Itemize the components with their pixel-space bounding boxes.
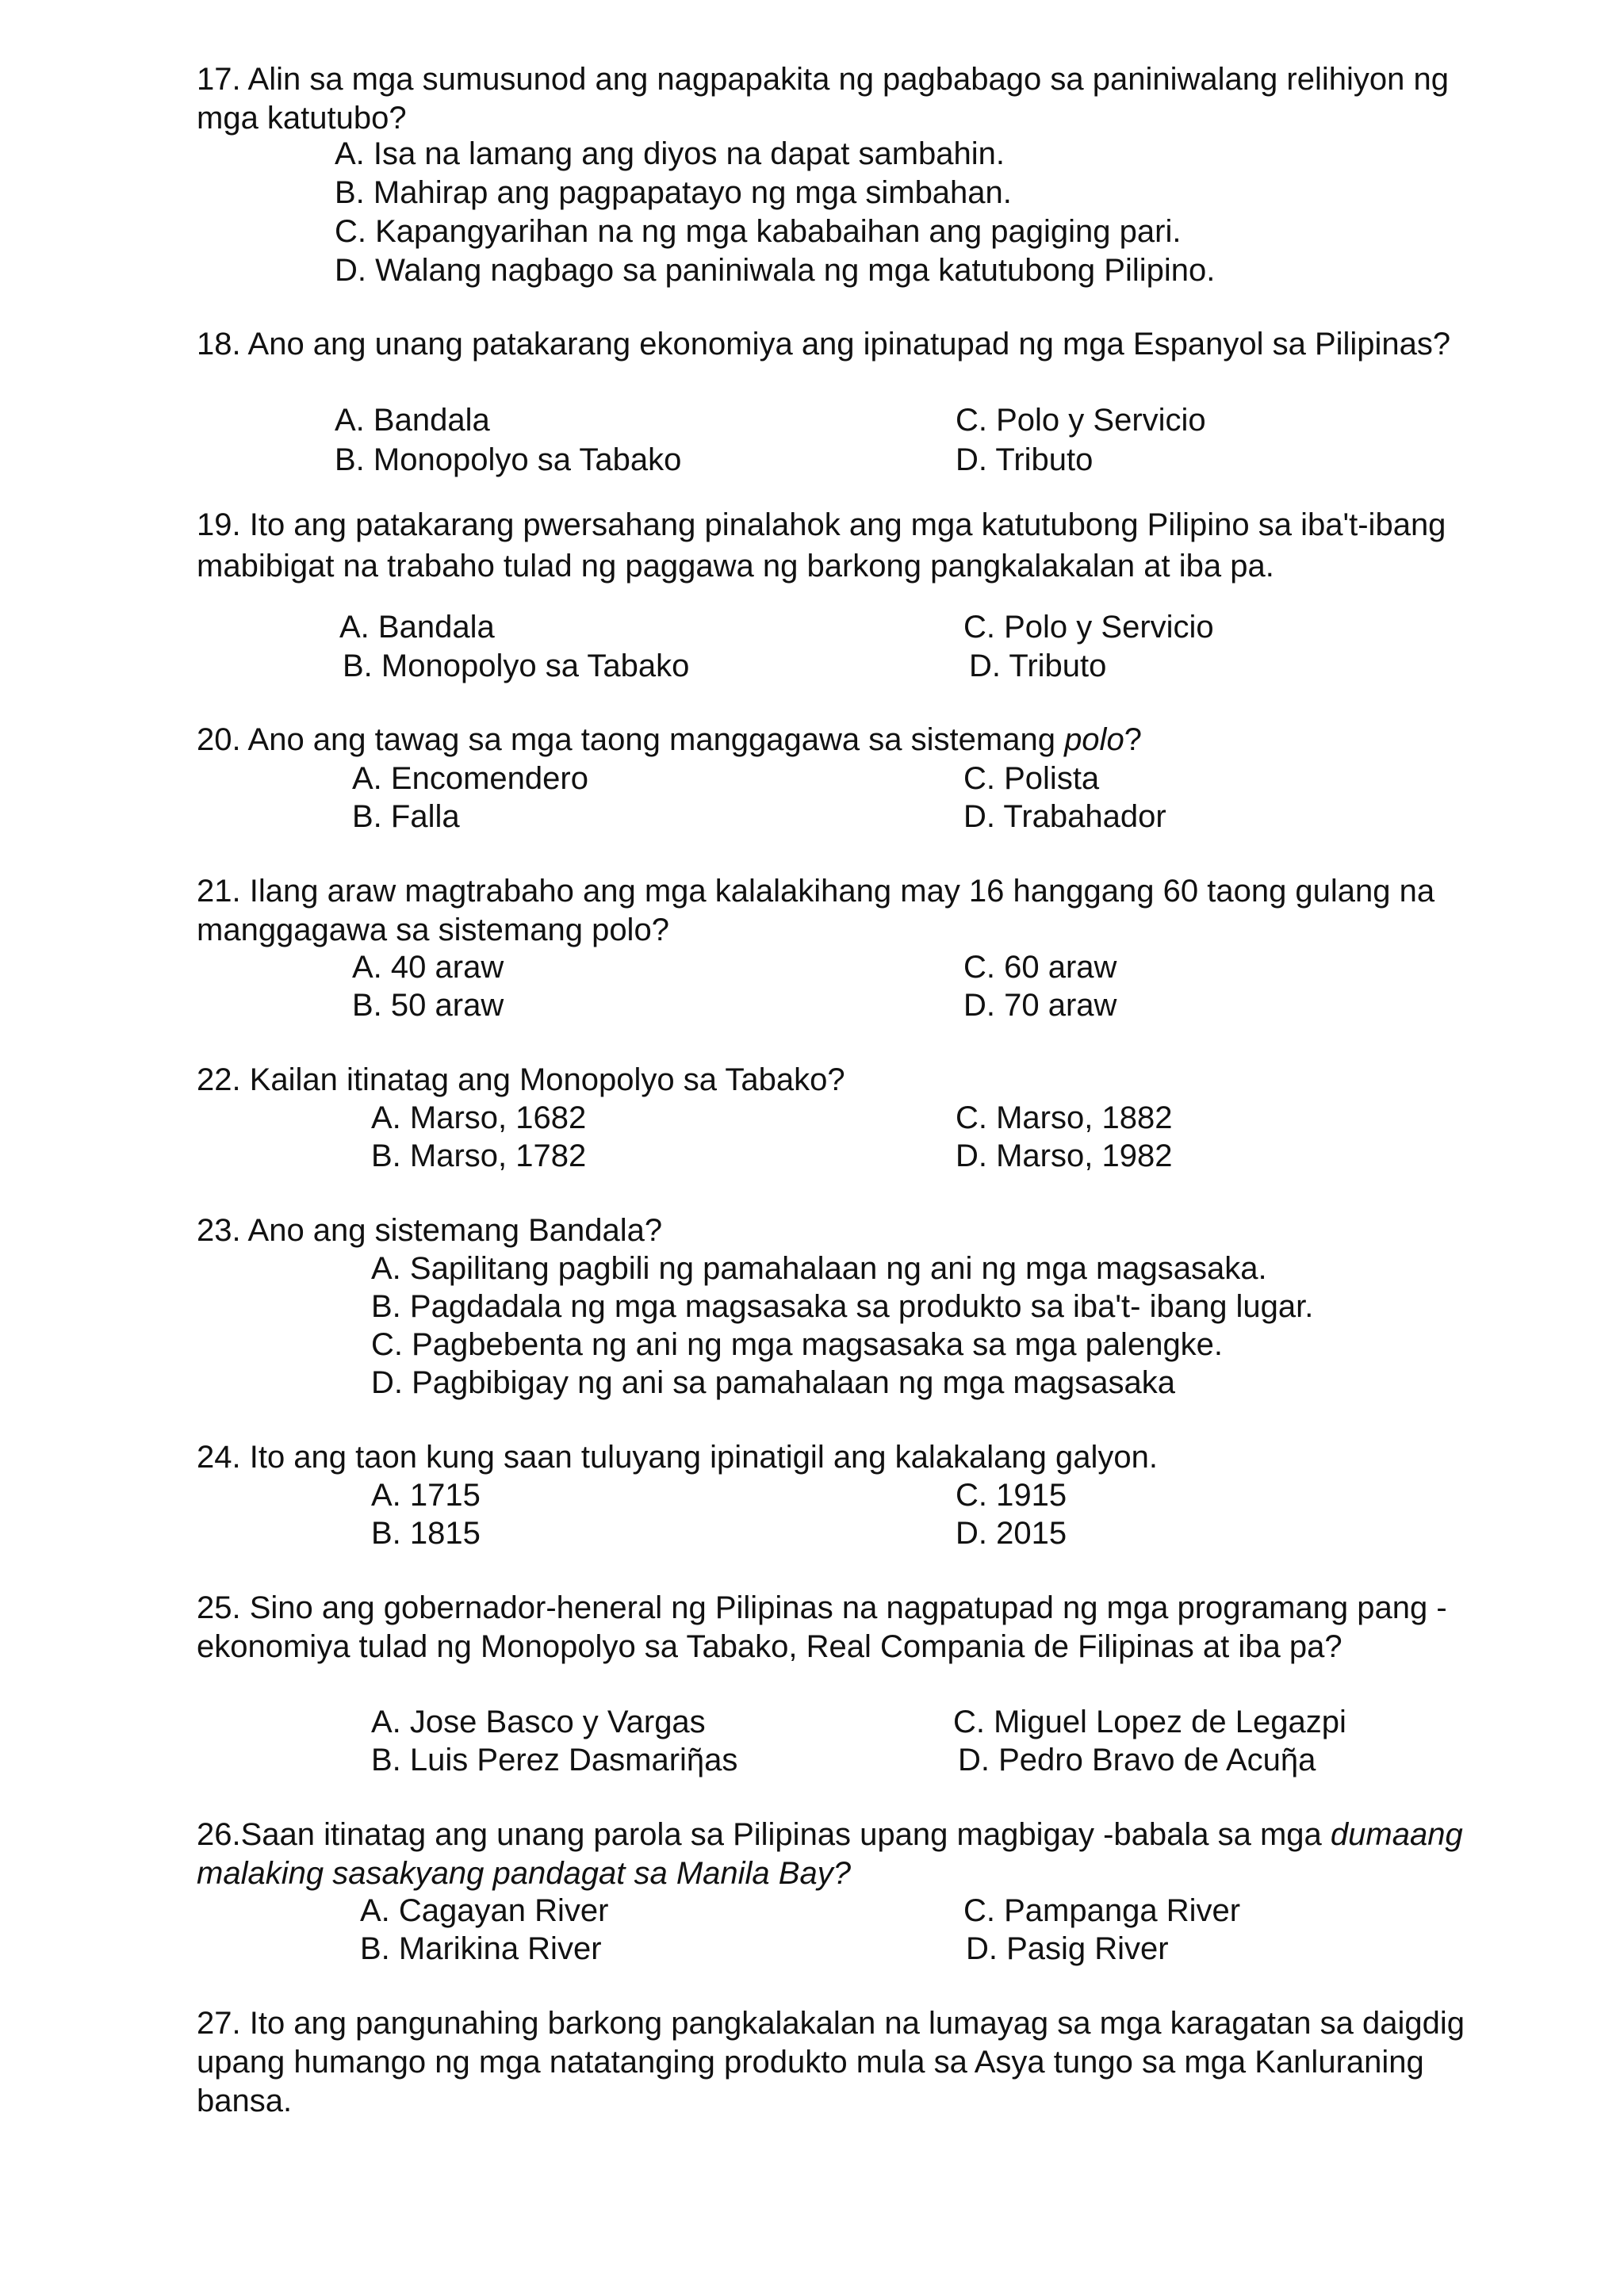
question-20-stem	[197, 721, 1481, 760]
question-20-stem-text: 20. Ano ang tawag sa mga taong manggagawa sa sistemang	[197, 722, 1065, 757]
question-19-option-a: A. Bandala	[339, 610, 495, 645]
question-24-option-b: B. 1815	[371, 1516, 481, 1551]
question-26-option-d: D. Pasig River	[966, 1931, 1169, 1966]
question-19-option-b: B. Monopolyo sa Tabako	[343, 649, 690, 683]
question-17-option-c: C. Kapangyarihan na ng mga kababaihan ang pagiging pari.	[335, 214, 1182, 249]
question-19-stem: 19. Ito ang patakarang pwersahang pinalahok ang mga katutubong Pilipino sa iba't-ibang mabibigat na trabaho tulad ng paggawa ng barkong pangkalakalan at iba pa.	[197, 507, 1446, 584]
question-20-option-a: A. Encomendero	[352, 761, 588, 796]
question-17-option-d: D. Walang nagbago sa paniniwala ng mga katutubong Pilipino.	[335, 253, 1216, 288]
question-26-stem	[197, 1816, 1481, 1893]
question-18-option-b: B. Monopolyo sa Tabako	[335, 442, 682, 477]
question-26-stem-text: 26.Saan itinatag ang unang parola sa Pilipinas upang magbigay -babala sa mga	[197, 1817, 1331, 1852]
question-17-option-b: B. Mahirap ang pagpapatayo ng mga simbahan.	[335, 175, 1012, 210]
question-24-option-d: D. 2015	[956, 1516, 1067, 1551]
question-18-option-d: D. Tributo	[956, 442, 1094, 477]
question-23-option-d: D. Pagbibigay ng ani sa pamahalaan ng mga magsasaka	[371, 1365, 1175, 1400]
question-22-option-a: A. Marso, 1682	[371, 1100, 587, 1135]
question-21-option-c: C. 60 araw	[963, 950, 1117, 985]
question-20-option-b: B. Falla	[352, 799, 460, 834]
question-22-option-c: C. Marso, 1882	[956, 1100, 1173, 1135]
question-22-option-d: D. Marso, 1982	[956, 1138, 1173, 1173]
question-23-option-a: A. Sapilitang pagbili ng pamahalaan ng ani ng mga magsasaka.	[371, 1251, 1267, 1286]
question-21-option-a: A. 40 araw	[352, 950, 504, 985]
question-24-option-c: C. 1915	[956, 1478, 1067, 1513]
question-17-option-a: A. Isa na lamang ang diyos na dapat sambahin.	[335, 136, 1005, 171]
question-24-option-a: A. 1715	[371, 1478, 481, 1513]
question-20-option-c: C. Polista	[963, 761, 1100, 796]
question-19-option-d: D. Tributo	[969, 649, 1107, 683]
question-23-option-b: B. Pagdadala ng mga magsasaka sa produkto sa iba't- ibang lugar.	[371, 1289, 1314, 1324]
question-26-option-c: C. Pampanga River	[963, 1893, 1241, 1928]
question-18-stem: 18. Ano ang unang patakarang ekonomiya ang ipinatupad ng mga Espanyol sa Pilipinas?	[197, 327, 1451, 362]
question-18-option-a: A. Bandala	[335, 403, 490, 438]
question-24-stem: 24. Ito ang taon kung saan tuluyang ipinatigil ang kalakalang galyon.	[197, 1440, 1159, 1475]
question-21-option-b: B. 50 araw	[352, 988, 504, 1023]
question-27-stem: 27. Ito ang pangunahing barkong pangkalakalan na lumayag sa mga karagatan sa daigdig upang humango ng mga natatanging produkto mula sa Asya tungo sa mga Kanluraning bansa.	[197, 2006, 1465, 2118]
question-23-stem: 23. Ano ang sistemang Bandala?	[197, 1213, 663, 1248]
question-26-option-a: A. Cagayan River	[360, 1893, 609, 1928]
question-20-option-d: D. Trabahador	[963, 799, 1166, 834]
question-21-stem: 21. Ilang araw magtrabaho ang mga kalalakihang may 16 hanggang 60 taong gulang na manggagawa sa sistemang polo?	[197, 874, 1435, 947]
question-25-option-c: C. Miguel Lopez de Legazpi	[953, 1705, 1346, 1739]
question-23-option-c: C. Pagbebenta ng ani ng mga magsasaka sa mga palengke.	[371, 1327, 1224, 1362]
question-20-stem-italic: polo	[1064, 722, 1124, 757]
question-20-stem-end: ?	[1124, 722, 1142, 757]
question-25-option-b: B. Luis Perez Dasmariῆas	[371, 1743, 738, 1777]
question-25-option-a: A. Jose Basco y Vargas	[371, 1705, 706, 1739]
question-21-option-d: D. 70 araw	[963, 988, 1117, 1023]
question-26-stem-italic: dumaang malaking sasakyang pandagat sa Manila Bay?	[197, 1817, 1463, 1891]
question-17-stem: 17. Alin sa mga sumusunod ang nagpapakita ng pagbabago sa paniniwalang relihiyon ng mga katutubo?	[197, 62, 1449, 136]
question-19-option-c: C. Polo y Servicio	[963, 610, 1214, 645]
question-22-option-b: B. Marso, 1782	[371, 1138, 587, 1173]
question-26-option-b: B. Marikina River	[360, 1931, 602, 1966]
question-18-option-c: C. Polo y Servicio	[956, 403, 1206, 438]
question-22-stem: 22. Kailan itinatag ang Monopolyo sa Tabako?	[197, 1062, 845, 1097]
question-25-stem: 25. Sino ang gobernador-heneral ng Pilipinas na nagpatupad ng mga programang pang -ekonomiya tulad ng Monopolyo sa Tabako, Real Compania de Filipinas at iba pa?	[197, 1590, 1447, 1664]
question-25-option-d: D. Pedro Bravo de Acuῆa	[958, 1743, 1316, 1777]
